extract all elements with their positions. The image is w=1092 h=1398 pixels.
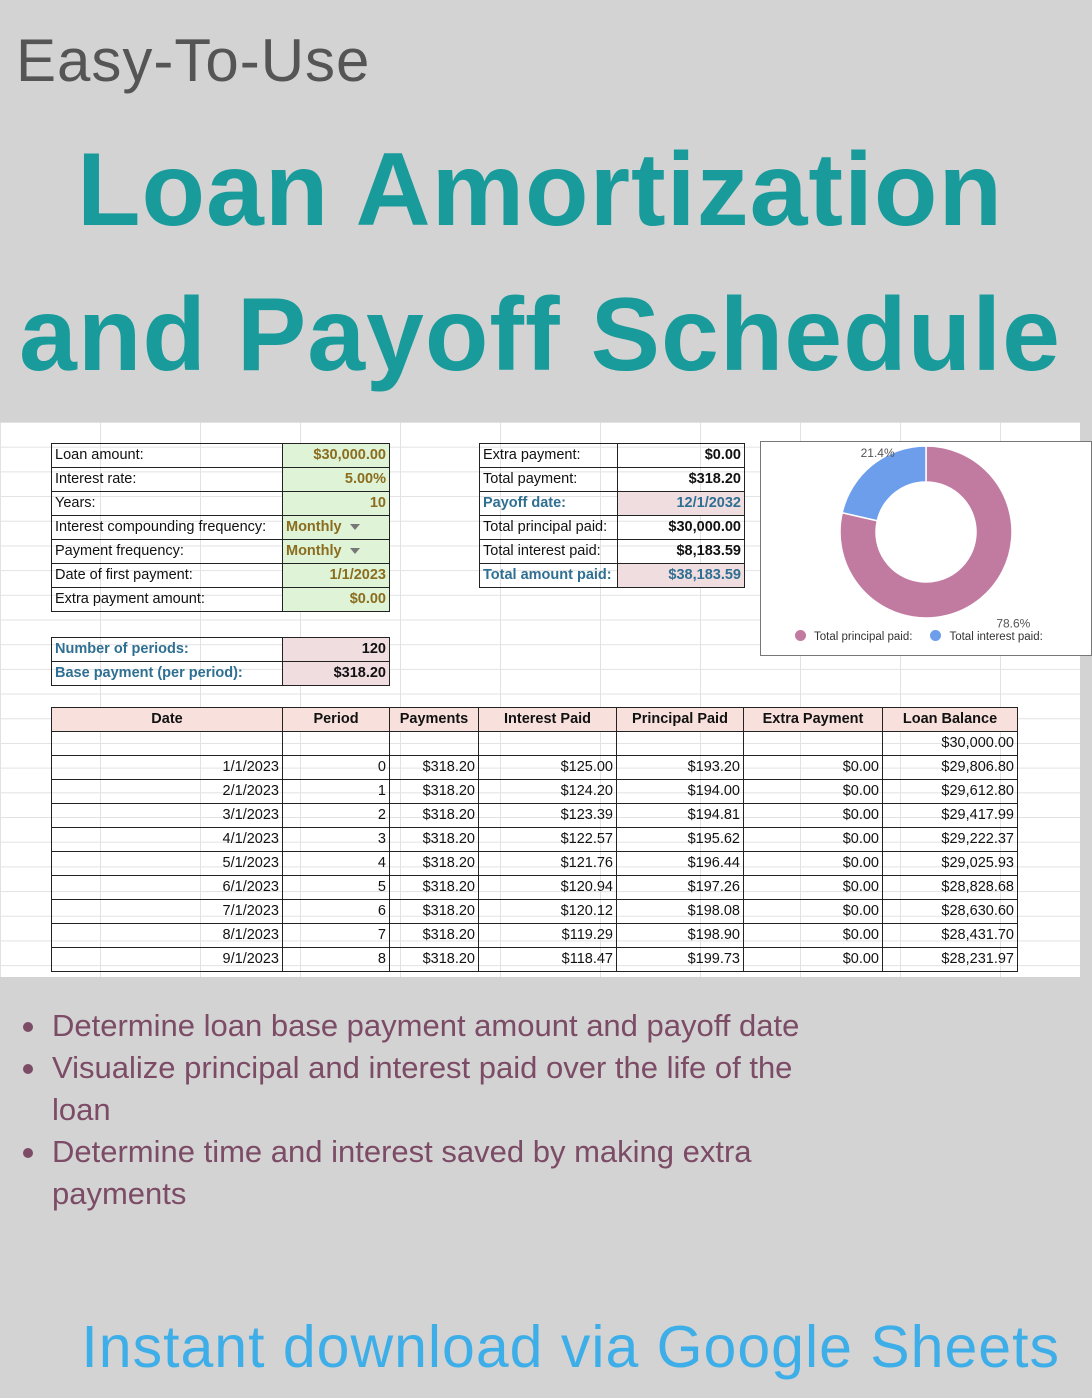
- total-interest-value: $8,183.59: [618, 540, 745, 564]
- loan-amount-cell[interactable]: $30,000.00: [283, 444, 390, 468]
- extra-payment-amount-cell[interactable]: $0.00: [283, 588, 390, 612]
- feature-list: [52, 1005, 812, 1215]
- summary-label: Total interest paid:: [480, 540, 618, 564]
- table-cell[interactable]: 2/1/2023: [52, 780, 283, 804]
- feature-item: Visualize principal and interest paid over the life of the loan: [52, 1047, 812, 1131]
- table-cell[interactable]: $29,222.37: [883, 828, 1018, 852]
- table-row: [52, 804, 1018, 828]
- total-payment-value: $318.20: [618, 468, 745, 492]
- interest-rate-cell[interactable]: 5.00%: [283, 468, 390, 492]
- table-cell[interactable]: $318.20: [390, 852, 479, 876]
- table-cell[interactable]: $30,000.00: [883, 732, 1018, 756]
- table-cell[interactable]: $124.20: [479, 780, 617, 804]
- table-cell[interactable]: 9/1/2023: [52, 948, 283, 972]
- input-label: Interest compounding frequency:: [52, 516, 283, 540]
- table-cell[interactable]: $0.00: [744, 852, 883, 876]
- input-row-extra-payment: [52, 588, 390, 612]
- total-amount-value: $38,183.59: [618, 564, 745, 588]
- table-row: [52, 828, 1018, 852]
- table-cell[interactable]: $120.12: [479, 900, 617, 924]
- table-cell[interactable]: 1: [283, 780, 390, 804]
- amortization-schedule-table: [51, 707, 1018, 972]
- table-cell[interactable]: [52, 732, 283, 756]
- table-row: [52, 732, 1018, 756]
- table-cell[interactable]: $120.94: [479, 876, 617, 900]
- payoff-date-value: 12/1/2032: [618, 492, 745, 516]
- legend-swatch: [795, 630, 806, 641]
- periods-table: [51, 637, 390, 686]
- inputs-table: [51, 443, 390, 612]
- input-label: Years:: [52, 492, 283, 516]
- periods-row: [52, 638, 390, 662]
- schedule-header-row: [52, 708, 1018, 732]
- table-cell[interactable]: [744, 732, 883, 756]
- table-cell[interactable]: 4/1/2023: [52, 828, 283, 852]
- table-cell[interactable]: [617, 732, 744, 756]
- table-row: [52, 900, 1018, 924]
- table-cell[interactable]: $121.76: [479, 852, 617, 876]
- input-row-payment-frequency: [52, 540, 390, 564]
- table-cell[interactable]: $193.20: [617, 756, 744, 780]
- table-cell[interactable]: $28,630.60: [883, 900, 1018, 924]
- legend-item-interest[interactable]: [930, 630, 1042, 643]
- table-cell[interactable]: $198.90: [617, 924, 744, 948]
- base-payment-label: Base payment (per period):: [52, 662, 283, 686]
- table-cell[interactable]: 8/1/2023: [52, 924, 283, 948]
- table-cell[interactable]: [283, 732, 390, 756]
- table-cell[interactable]: $195.62: [617, 828, 744, 852]
- table-cell[interactable]: 8: [283, 948, 390, 972]
- slice-label-interest: 21.4%: [860, 445, 895, 460]
- table-cell[interactable]: $194.81: [617, 804, 744, 828]
- table-cell[interactable]: [479, 732, 617, 756]
- legend-label: Total interest paid:: [949, 631, 1043, 643]
- table-cell[interactable]: $0.00: [744, 828, 883, 852]
- schedule-body: [52, 732, 1018, 972]
- column-header-balance[interactable]: Loan Balance: [883, 708, 1018, 732]
- column-header-date[interactable]: Date: [52, 708, 283, 732]
- years-cell[interactable]: 10: [283, 492, 390, 516]
- summary-label-highlight: Payoff date:: [480, 492, 618, 516]
- summary-row: [480, 468, 745, 492]
- first-payment-date-cell[interactable]: 1/1/2023: [283, 564, 390, 588]
- table-cell[interactable]: 6/1/2023: [52, 876, 283, 900]
- column-header-interest[interactable]: Interest Paid: [479, 708, 617, 732]
- summary-row: [480, 444, 745, 468]
- slice-label-principal: 78.6%: [996, 616, 1031, 631]
- base-payment-row: [52, 662, 390, 686]
- table-cell[interactable]: $199.73: [617, 948, 744, 972]
- table-cell[interactable]: $28,828.68: [883, 876, 1018, 900]
- table-cell[interactable]: $28,231.97: [883, 948, 1018, 972]
- table-cell[interactable]: $0.00: [744, 924, 883, 948]
- payment-frequency-dropdown[interactable]: [283, 540, 390, 564]
- input-row-first-payment: [52, 564, 390, 588]
- chevron-down-icon[interactable]: [350, 548, 360, 554]
- table-cell[interactable]: $28,431.70: [883, 924, 1018, 948]
- summary-table: [479, 443, 745, 588]
- table-cell[interactable]: 1/1/2023: [52, 756, 283, 780]
- input-label: Extra payment amount:: [52, 588, 283, 612]
- feature-item: Determine loan base payment amount and payoff date: [52, 1005, 812, 1047]
- number-of-periods-value: 120: [283, 638, 390, 662]
- table-cell[interactable]: $196.44: [617, 852, 744, 876]
- table-row: [52, 924, 1018, 948]
- summary-label-highlight: Total amount paid:: [480, 564, 618, 588]
- summary-row: [480, 492, 745, 516]
- summary-row: [480, 540, 745, 564]
- table-cell[interactable]: $318.20: [390, 900, 479, 924]
- table-cell[interactable]: 3: [283, 828, 390, 852]
- table-cell[interactable]: $119.29: [479, 924, 617, 948]
- table-cell[interactable]: 0: [283, 756, 390, 780]
- table-cell[interactable]: $0.00: [744, 756, 883, 780]
- compounding-frequency-dropdown[interactable]: [283, 516, 390, 540]
- input-row-years: [52, 492, 390, 516]
- summary-label: Extra payment:: [480, 444, 618, 468]
- feature-item: Determine time and interest saved by making extra payments: [52, 1131, 812, 1215]
- extra-payment-value: $0.00: [618, 444, 745, 468]
- table-row: [52, 780, 1018, 804]
- table-cell[interactable]: 6: [283, 900, 390, 924]
- table-cell[interactable]: 7/1/2023: [52, 900, 283, 924]
- summary-label: Total payment:: [480, 468, 618, 492]
- donut-chart[interactable]: [760, 441, 1092, 656]
- table-cell[interactable]: $0.00: [744, 876, 883, 900]
- table-cell[interactable]: $123.39: [479, 804, 617, 828]
- table-cell[interactable]: $29,806.80: [883, 756, 1018, 780]
- table-cell[interactable]: $198.08: [617, 900, 744, 924]
- table-cell[interactable]: $125.00: [479, 756, 617, 780]
- table-cell[interactable]: 5/1/2023: [52, 852, 283, 876]
- input-label: Date of first payment:: [52, 564, 283, 588]
- column-header-payments[interactable]: Payments: [390, 708, 479, 732]
- page-title-line1: Loan Amortization: [77, 132, 1003, 248]
- table-cell[interactable]: $0.00: [744, 780, 883, 804]
- table-cell[interactable]: $318.20: [390, 804, 479, 828]
- table-cell[interactable]: 7: [283, 924, 390, 948]
- table-cell[interactable]: $0.00: [744, 948, 883, 972]
- summary-label: Total principal paid:: [480, 516, 618, 540]
- page-title-line2: and Payoff Schedule: [19, 277, 1061, 393]
- table-cell[interactable]: $29,612.80: [883, 780, 1018, 804]
- subtitle: Easy-To-Use: [16, 27, 371, 94]
- input-label: Interest rate:: [52, 468, 283, 492]
- base-payment-value: $318.20: [283, 662, 390, 686]
- dropdown-value: Monthly: [286, 543, 342, 559]
- feature-section: [0, 977, 1080, 1398]
- table-cell[interactable]: $318.20: [390, 780, 479, 804]
- legend-swatch: [930, 630, 941, 641]
- table-cell[interactable]: $118.47: [479, 948, 617, 972]
- table-cell[interactable]: $0.00: [744, 804, 883, 828]
- table-cell[interactable]: $318.20: [390, 876, 479, 900]
- table-cell[interactable]: $197.26: [617, 876, 744, 900]
- legend-item-principal[interactable]: [795, 630, 912, 643]
- input-row-compounding: [52, 516, 390, 540]
- spreadsheet-preview: [0, 422, 1080, 977]
- donut-chart-svg: [761, 442, 1091, 631]
- dropdown-value: Monthly: [286, 519, 342, 535]
- header-banner: [0, 0, 1080, 422]
- table-cell[interactable]: $318.20: [390, 948, 479, 972]
- table-cell[interactable]: $29,417.99: [883, 804, 1018, 828]
- call-to-action: Instant download via Google Sheets: [81, 1314, 1060, 1380]
- table-cell[interactable]: 2: [283, 804, 390, 828]
- table-cell[interactable]: $29,025.93: [883, 852, 1018, 876]
- input-row-loan-amount: [52, 444, 390, 468]
- summary-row: [480, 564, 745, 588]
- table-cell[interactable]: $318.20: [390, 924, 479, 948]
- table-cell[interactable]: $122.57: [479, 828, 617, 852]
- input-label: Payment frequency:: [52, 540, 283, 564]
- column-header-period[interactable]: Period: [283, 708, 390, 732]
- table-cell[interactable]: 3/1/2023: [52, 804, 283, 828]
- chevron-down-icon[interactable]: [350, 524, 360, 530]
- chart-legend: [795, 630, 1043, 643]
- table-cell[interactable]: $318.20: [390, 756, 479, 780]
- input-label: Loan amount:: [52, 444, 283, 468]
- table-cell[interactable]: $318.20: [390, 828, 479, 852]
- total-principal-value: $30,000.00: [618, 516, 745, 540]
- summary-row: [480, 516, 745, 540]
- table-cell[interactable]: 4: [283, 852, 390, 876]
- table-cell[interactable]: 5: [283, 876, 390, 900]
- number-of-periods-label: Number of periods:: [52, 638, 283, 662]
- legend-label: Total principal paid:: [814, 631, 913, 643]
- table-row: [52, 876, 1018, 900]
- column-header-extra[interactable]: Extra Payment: [744, 708, 883, 732]
- table-row: [52, 756, 1018, 780]
- table-row: [52, 852, 1018, 876]
- table-cell[interactable]: [390, 732, 479, 756]
- table-cell[interactable]: $194.00: [617, 780, 744, 804]
- table-cell[interactable]: $0.00: [744, 900, 883, 924]
- input-row-interest-rate: [52, 468, 390, 492]
- table-row: [52, 948, 1018, 972]
- column-header-principal[interactable]: Principal Paid: [617, 708, 744, 732]
